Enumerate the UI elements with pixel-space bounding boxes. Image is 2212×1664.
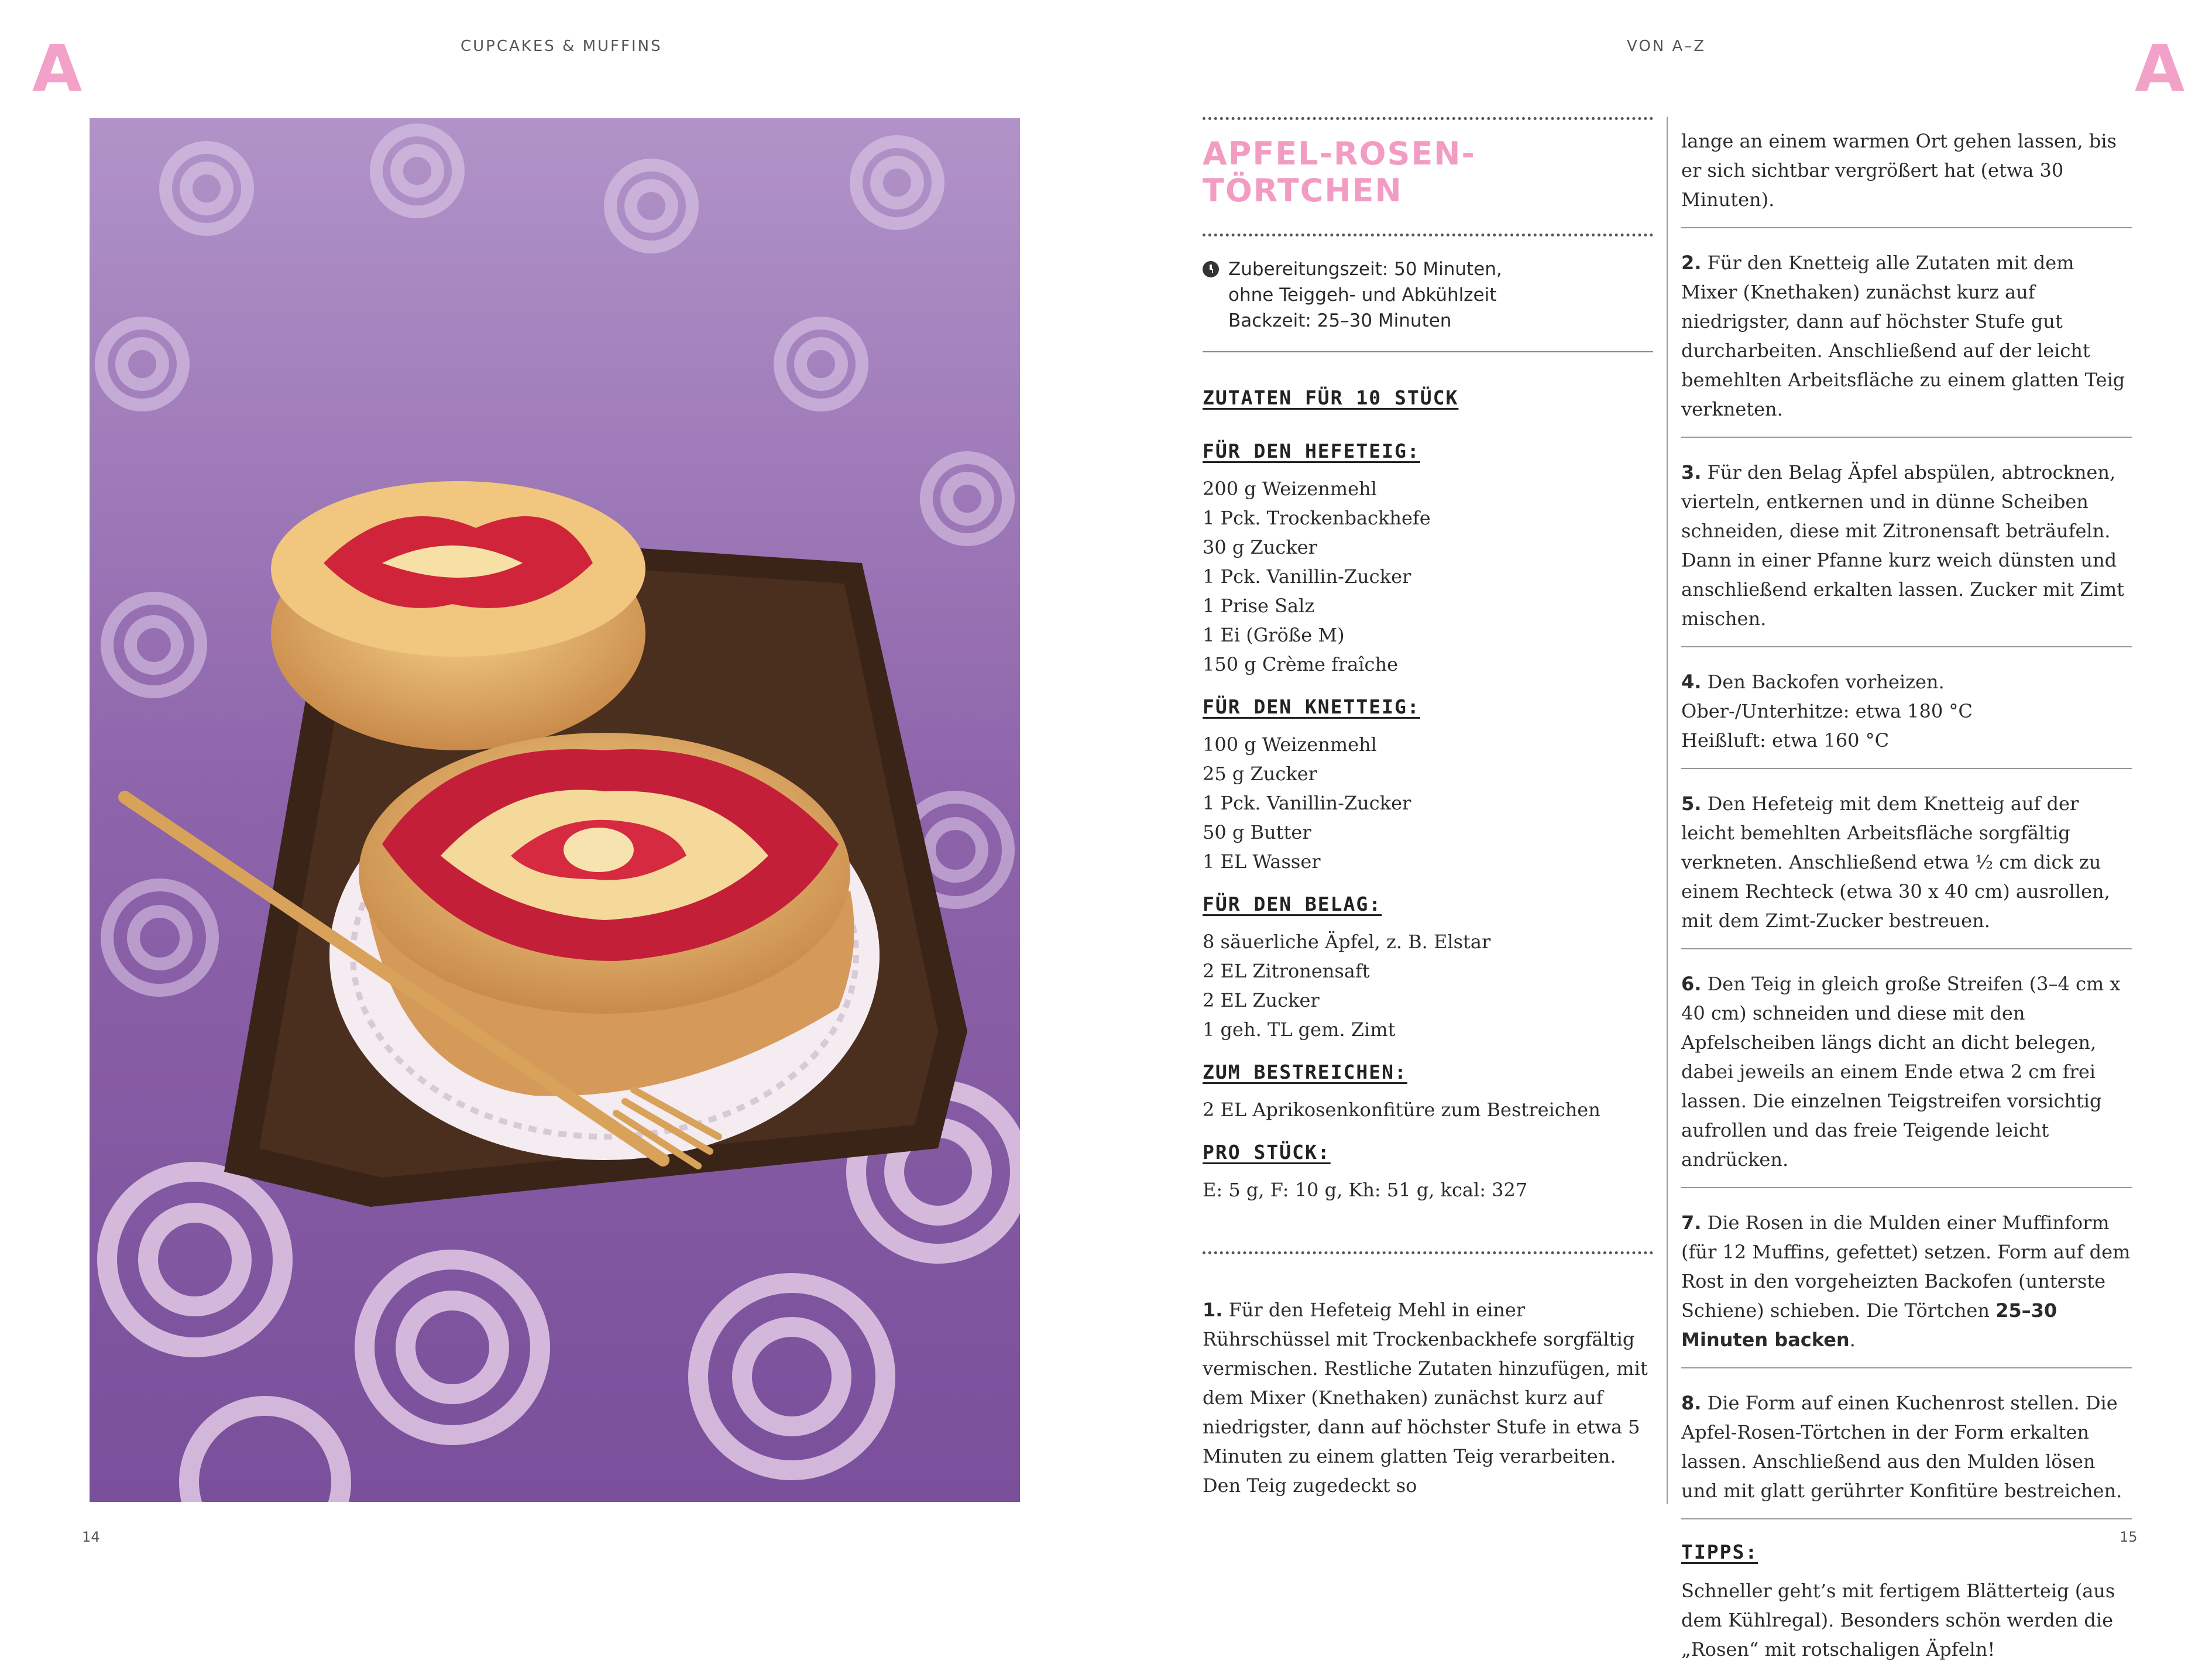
step-1 [1203, 1295, 1653, 1500]
oven-setting: Heißluft: etwa 160 °C [1681, 729, 1890, 752]
ingredient-item: 150 g Crème fraîche [1203, 653, 1398, 675]
ingredients-heading: ZUTATEN FÜR 10 STÜCK [1203, 386, 1459, 409]
ingredient-item: 2 EL Zucker [1203, 989, 1320, 1011]
section-letter-right: A [2135, 31, 2185, 106]
recipe-column-right [1681, 122, 2132, 1664]
preparation-info [1203, 256, 1653, 334]
step-text: Den Teig in gleich große Streifen (3–4 cm x 40 cm) schneiden und diese mit den Apfelscheiben längs dicht an dicht belegen, dabei jeweils an einem Ende etwa 2 cm frei lassen. Die einzelnen Teigstreifen vorsichtig aufrollen und das freie Teigende leicht andrücken. [1681, 973, 2121, 1171]
dotted-divider [1203, 234, 1653, 236]
meta-line: ohne Teiggeh- und Abkühlzeit [1228, 284, 1497, 306]
knetteig-list [1203, 730, 1653, 876]
dotted-divider [1203, 117, 1653, 120]
step-text: Die Rosen in die Mulden einer Muffinform (für 12 Muffins, gefettet) setzen. Form auf dem Rost in den vorgeheizten Backofen (unterste Schiene) schieben. Die Törtchen [1681, 1212, 2131, 1322]
step-3 [1681, 453, 2132, 647]
belag-list [1203, 927, 1653, 1044]
step-4 [1681, 663, 2132, 769]
ingredient-item: 1 Pck. Vanillin-Zucker [1203, 792, 1411, 814]
step-text: Den Hefeteig mit dem Knetteig auf der leicht bemehlten Arbeitsfläche sorgfältig verkneten. Anschließend etwa ½ cm dick zu einem Rechteck (etwa 30 x 40 cm) ausrollen, mit dem Zimt-Zucker bestreuen. [1681, 792, 2110, 932]
ingredient-item: 2 EL Aprikosenkonfitüre zum Bestreichen [1203, 1099, 1600, 1121]
section-letter-left: A [32, 31, 83, 106]
step-emphasis: 25–30 Minuten backen [1681, 1299, 2058, 1351]
recipe-title: APFEL-ROSEN-TÖRTCHEN [1203, 135, 1476, 209]
oven-setting: Ober-/Unterhitze: etwa 180 °C [1681, 700, 1973, 722]
ingredient-item: 1 Ei (Größe M) [1203, 624, 1345, 646]
step-text: Für den Knetteig alle Zutaten mit dem Mixer (Knethaken) zunächst kurz auf niedrigster, dann auf höchster Stufe gut durcharbeiten. Anschließend auf der leicht bemehlten Arbeitsfläche zu einem glatten Teig verkneten. [1681, 252, 2125, 420]
clock-icon [1203, 261, 1219, 277]
ingredient-item: 50 g Butter [1203, 821, 1311, 843]
step-text-end: . [1849, 1329, 1856, 1351]
bestreichen-list [1203, 1095, 1653, 1124]
ingredient-item: 25 g Zucker [1203, 763, 1317, 785]
running-head-left: CUPCAKES & MUFFINS [461, 37, 662, 55]
step-number: 6. [1681, 973, 1702, 995]
step-number: 1. [1203, 1299, 1223, 1321]
nutrition-values: E: 5 g, F: 10 g, Kh: 51 g, kcal: 327 [1203, 1179, 1528, 1201]
step-1-continued: lange an einem warmen Ort gehen lassen, bis er sich sichtbar vergrößert hat (etwa 30 Minuten). [1681, 122, 2132, 228]
step-7 [1681, 1203, 2132, 1368]
divider [1203, 351, 1653, 352]
step-number: 3. [1681, 461, 1702, 483]
step-8 [1681, 1384, 2132, 1519]
ingredient-item: 100 g Weizenmehl [1203, 733, 1377, 756]
ingredient-item: 8 säuerliche Äpfel, z. B. Elstar [1203, 931, 1491, 953]
ingredient-item: 1 Pck. Vanillin-Zucker [1203, 565, 1411, 588]
ingredient-item: 200 g Weizenmehl [1203, 478, 1377, 500]
ingredient-item: 30 g Zucker [1203, 536, 1317, 558]
step-number: 5. [1681, 792, 1702, 815]
ingredient-item: 1 Prise Salz [1203, 595, 1315, 617]
step-5 [1681, 784, 2132, 949]
recipe-photo [90, 118, 1020, 1502]
step-text: Den Backofen vorheizen. [1701, 671, 1945, 693]
ingredient-item: 2 EL Zitronensaft [1203, 960, 1370, 982]
recipe-column-left [1203, 117, 1653, 1500]
bestreichen-heading: ZUM BESTREICHEN: [1203, 1061, 1407, 1083]
step-number: 2. [1681, 252, 1702, 274]
tipps-text: Schneller geht’s mit fertigem Blätterteig (aus dem Kühlregal). Besonders schön werden die „Rosen“ mit rotschaligen Äpfeln! [1681, 1580, 2115, 1660]
meta-line: Backzeit: 25–30 Minuten [1228, 310, 1452, 331]
step-text: Für den Belag Äpfel abspülen, abtrocknen, vierteln, entkernen und in dünne Scheiben schneiden, diese mit Zitronensaft beträufeln. Dann in einer Pfanne kurz weich dünsten und anschließend erkalten lassen. Zucker mit Zimt mischen. [1681, 461, 2125, 630]
knetteig-heading: FÜR DEN KNETTEIG: [1203, 695, 1420, 718]
running-head-right: VON A–Z [1627, 37, 1706, 55]
page-number-right: 15 [2120, 1529, 2138, 1545]
step-2 [1681, 243, 2132, 438]
ingredient-item: 1 EL Wasser [1203, 850, 1321, 873]
page-number-left: 14 [82, 1529, 100, 1545]
ingredient-item: 1 Pck. Trockenbackhefe [1203, 507, 1431, 529]
column-divider [1667, 117, 1668, 1504]
ingredient-item: 1 geh. TL gem. Zimt [1203, 1018, 1396, 1041]
step-text: Für den Hefeteig Mehl in einer Rührschüssel mit Trockenbackhefe sorgfältig vermischen. Restliche Zutaten hinzufügen, mit dem Mixer (Knethaken) zunächst kurz auf niedrigster, dann auf höchster Stufe in etwa 5 Minuten zu einem glatten Teig verarbeiten. Den Teig zugedeckt so [1203, 1299, 1648, 1497]
belag-heading: FÜR DEN BELAG: [1203, 893, 1382, 915]
hefeteig-list [1203, 474, 1653, 679]
pro-stueck-heading: PRO STÜCK: [1203, 1141, 1331, 1164]
step-text: Die Form auf einen Kuchenrost stellen. Die Apfel-Rosen-Törtchen in der Form erkalten lassen. Anschließend aus den Mulden lösen und mit glatt gerührter Konfitüre bestreichen. [1681, 1392, 2122, 1502]
step-number: 7. [1681, 1212, 1702, 1234]
hefeteig-heading: FÜR DEN HEFETEIG: [1203, 440, 1420, 462]
dotted-divider [1203, 1251, 1653, 1254]
step-number: 8. [1681, 1392, 1702, 1414]
step-number: 4. [1681, 671, 1702, 693]
meta-line: Zubereitungszeit: 50 Minuten, [1228, 259, 1502, 280]
tipps-heading: TIPPS: [1681, 1541, 1758, 1563]
step-6 [1681, 965, 2132, 1188]
